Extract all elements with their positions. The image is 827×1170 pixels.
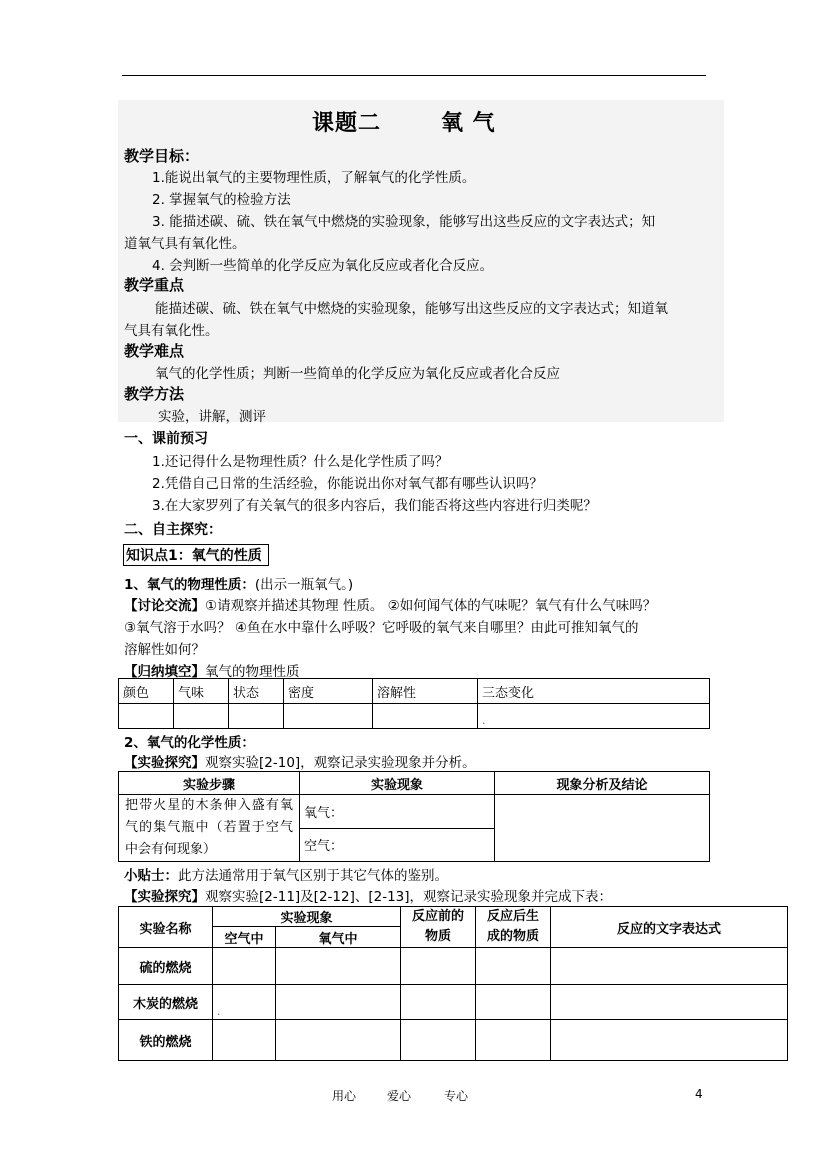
experiment-tag: 【实验探究】 [124,755,205,771]
goal-item: 1.能说出氧气的主要物理性质，了解氧气的化学性质。 [152,170,476,186]
blank-cell[interactable] [284,704,373,729]
physical-properties-table [118,678,710,729]
discuss-line: 溶解性如何？ [124,642,205,658]
goals-heading: 教学目标： [124,147,200,165]
summary-tag: 【归纳填空】 [124,664,205,680]
experiment2-text: 观察实验[2-11]及[2-12]、[2-13]，观察记录实验现象并完成下表： [205,889,613,905]
blank-cell[interactable] [276,948,401,985]
table-row [119,795,710,829]
table-subheader-cell: 氧气中 [276,927,401,948]
discuss-text: ①请观察并描述其物理 性质。 ②如何闻气体的气味呢？氧气有什么气味吗？ [205,598,657,614]
oxygen-test-table [118,771,710,862]
difficulties-heading: 教学难点 [124,342,185,360]
preview-item: 1.还记得什么是物理性质？什么是化学性质了吗？ [152,454,449,470]
table-header-cell: 溶解性 [373,679,478,704]
table-header-cell: 状态 [229,679,284,704]
table-header-cell [476,907,551,948]
experiment-line [124,751,476,771]
combustion-table [118,906,788,1061]
blank-cell[interactable] [476,985,551,1020]
preview-item: 3.在大家罗列了有关氧气的很多内容后，我们能否将这些内容进行归类呢？ [152,498,597,514]
table-row [119,948,788,985]
table-row [119,704,710,729]
keypoints-heading: 教学重点 [124,276,185,294]
blank-cell[interactable] [213,985,276,1020]
explore-heading: 二、自主探究： [124,522,222,538]
blank-cell[interactable] [276,1020,401,1061]
discuss-line: ③氧气溶于水吗？ ④鱼在水中靠什么呼吸？它呼吸的氧气来自哪里？由此可推知氧气的 [124,620,639,636]
chemical-heading: 2、氧气的化学性质： [124,735,255,751]
footer-slogan: 专心 [444,1089,469,1103]
summary-text: 氧气的物理性质 [205,664,300,680]
table-header-cell: 实验现象 [300,772,495,795]
table-header-cell: 三态变化 [478,679,710,704]
physical-note: (出示一瓶氧气。) [254,577,354,593]
footer-slogan: 用心 [332,1089,357,1103]
preview-heading: 一、课前预习 [124,431,208,447]
goal-item: 道氧气具有氧化性。 [124,236,246,252]
experiment2-tag: 【实验探究】 [124,889,205,905]
blank-cell[interactable] [401,948,476,985]
summary-line [124,660,300,680]
table-row [119,679,710,704]
blank-cell[interactable] [276,985,401,1020]
table-row [119,1020,788,1061]
table-header-cell: 反应的文字表达式 [551,907,788,948]
methods-heading: 教学方法 [124,385,185,403]
experiment2-line [124,885,612,905]
table-header-cell: 气味 [174,679,229,704]
title-lesson: 课题二 [312,111,382,136]
after-header-2: 成的物质 [486,929,539,944]
blank-cell[interactable] [551,948,788,985]
blank-cell[interactable] [229,704,284,729]
table-header-cell: 实验现象 [213,907,401,927]
methods-text: 实验，讲解，测评 [158,409,266,425]
chemical-heading-line [124,731,255,751]
physical-heading: 1、氧气的物理性质： [124,577,255,593]
after-header-1: 反应后生 [486,909,539,924]
discuss-line [124,594,656,614]
blank-cell[interactable] [401,985,476,1020]
experiment-name-cell: 硫的燃烧 [119,948,213,985]
blank-cell[interactable] [213,948,276,985]
table-header-cell: 实验步骤 [119,772,300,795]
blank-cell[interactable] [119,704,174,729]
header-rule [122,75,706,76]
blank-cell[interactable] [174,704,229,729]
experiment-text: 观察实验[2-10]，观察记录实验现象并分析。 [205,755,476,771]
tip-line [124,864,448,884]
table-header-cell: 颜色 [119,679,174,704]
page-title [312,106,496,137]
experiment-step-cell: 把带火星的木条伸入盛有氧气的集气瓶中（若置于空气中会有何现象） [119,795,300,862]
goal-item: 3. 能描述碳、硫、铁在氧气中燃烧的实验现象，能够写出这些反应的文字表达式；知 [152,214,656,230]
blank-cell[interactable] [213,1020,276,1061]
physical-heading-line [124,573,353,593]
page-number: 4 [695,1087,703,1101]
preview-item: 2.凭借自己日常的生活经验，你能说出你对氧气都有哪些认识吗？ [152,476,543,492]
table-row [119,907,788,927]
blank-cell[interactable] [373,704,478,729]
table-header-cell: 密度 [284,679,373,704]
table-header-cell [401,907,476,948]
phenomenon-air-cell: 空气： [300,828,495,862]
paragraph-mark-icon: . [482,714,486,727]
analysis-cell[interactable] [495,795,710,862]
tip-text: 此方法通常用于氧气区别于其它气体的鉴别。 [178,868,448,884]
knowledge-point-label: 知识点1：氧气的性质 [123,544,269,566]
footer-slogan: 爱心 [387,1089,412,1103]
table-header-cell: 实验名称 [119,907,213,948]
tip-tag: 小贴士： [124,868,178,884]
table-header-cell: 现象分析及结论 [495,772,710,795]
table-row [119,985,788,1020]
goal-item: 2. 掌握氧气的检验方法 [152,192,291,208]
blank-cell[interactable] [401,1020,476,1061]
paragraph-mark-icon: . [217,1005,221,1018]
difficulties-text: 氧气的化学性质；判断一些简单的化学反应为氧化反应或者化合反应 [155,366,560,382]
blank-cell[interactable] [476,1020,551,1061]
before-header-1: 反应前的 [411,909,464,924]
table-subheader-cell: 空气中 [213,927,276,948]
keypoints-line: 气具有氧化性。 [124,323,219,339]
blank-cell[interactable] [478,704,710,729]
goal-item: 4. 会判断一些简单的化学反应为氧化反应或者化合反应。 [152,258,494,274]
keypoints-line: 能描述碳、硫、铁在氧气中燃烧的实验现象，能够写出这些反应的文字表达式；知道氧 [155,301,668,317]
blank-cell[interactable] [551,985,788,1020]
before-header-2: 物质 [424,929,451,944]
blank-cell[interactable] [551,1020,788,1061]
discuss-tag: 【讨论交流】 [124,598,205,614]
title-topic: 氧 气 [441,111,496,136]
experiment-name-cell: 铁的燃烧 [119,1020,213,1061]
blank-cell[interactable] [476,948,551,985]
phenomenon-oxygen-cell: 氧气： [300,795,495,829]
table-row [119,772,710,795]
experiment-name-cell: 木炭的燃烧 [119,985,213,1020]
